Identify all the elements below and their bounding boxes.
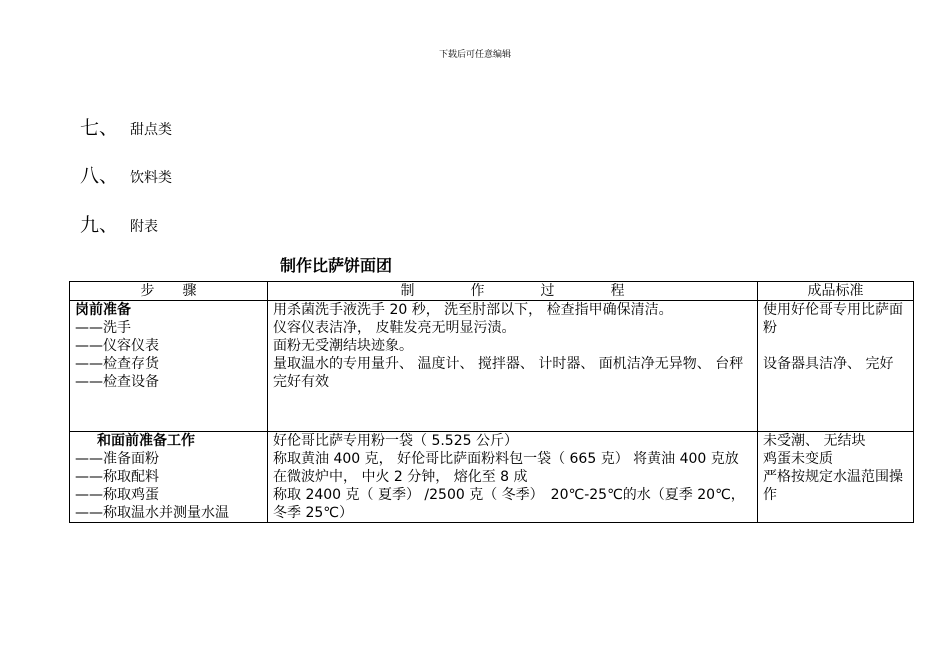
standard-text: 使用好伦哥专用比萨面粉 (763, 302, 903, 336)
table-row (70, 432, 914, 523)
step-cell (70, 301, 268, 432)
standard-text: 严格按规定水温范围操作 (763, 469, 903, 503)
process-text: 用杀菌洗手液洗手 20 秒， 洗至肘部以下， 检查指甲确保清洁。 (273, 302, 673, 318)
process-text: 称取黄油 400 克， 好伦哥比萨面粉料包一袋（ 665 克） 将黄油 400 克放在微波炉中， 中火 2 分钟， 熔化至 8 成 (273, 451, 739, 485)
process-cell (268, 301, 758, 432)
section-label: 甜点类 (130, 122, 172, 138)
table-row (70, 301, 914, 432)
process-text: 称取 2400 克（ 夏季） /2500 克（ 冬季） 20℃-25℃的水（夏季 20℃，冬季 25℃） (273, 487, 745, 521)
header-note: 下载后可任意编辑 (438, 50, 511, 60)
section-7 (80, 113, 172, 140)
process-text: 量取温水的专用量升、 温度计、 搅拌器、 计时器、 面机洁净无异物、 台秤完好有效 (273, 356, 744, 390)
table-header-row (70, 282, 914, 301)
header-steps: 步 骤 (70, 282, 268, 301)
step-item: ——检查存货 (75, 356, 159, 372)
section-label: 附表 (130, 219, 158, 235)
step-item: ——称取配料 (75, 469, 159, 485)
step-item: ——称取温水并测量水温 (75, 505, 229, 521)
step-item: ——洗手 (75, 320, 131, 336)
procedure-table (69, 281, 914, 523)
section-9 (80, 210, 158, 237)
section-number: 九、 (80, 214, 119, 236)
standard-cell (758, 301, 914, 432)
header-process: 制 作 过 程 (268, 282, 758, 301)
step-item: ——仪容仪表 (75, 338, 159, 354)
process-cell (268, 432, 758, 523)
step-item: ——准备面粉 (75, 451, 159, 467)
step-cell (70, 432, 268, 523)
section-number: 七、 (80, 117, 119, 139)
process-text: 仪容仪表洁净， 皮鞋发亮无明显污渍。 (273, 320, 516, 336)
header-standard: 成品标准 (758, 282, 914, 301)
standard-cell (758, 432, 914, 523)
standard-text: 设备器具洁净、 完好 (763, 356, 894, 372)
section-number: 八、 (80, 165, 119, 187)
standard-text: 鸡蛋未变质 (763, 451, 833, 467)
process-text: 面粉无受潮结块迹象。 (273, 338, 413, 354)
step-item: ——称取鸡蛋 (75, 487, 159, 503)
standard-text: 未受潮、 无结块 (763, 433, 866, 449)
step-item: ——检查设备 (75, 374, 159, 390)
document-title: 制作比萨饼面团 (280, 256, 393, 275)
section-8 (80, 161, 172, 188)
section-label: 饮料类 (130, 170, 172, 186)
step-title: 和面前准备工作 (97, 433, 195, 449)
step-title: 岗前准备 (75, 302, 131, 318)
process-text: 好伦哥比萨专用粉一袋（ 5.525 公斤） (273, 433, 518, 449)
standard-spacer (763, 337, 908, 355)
